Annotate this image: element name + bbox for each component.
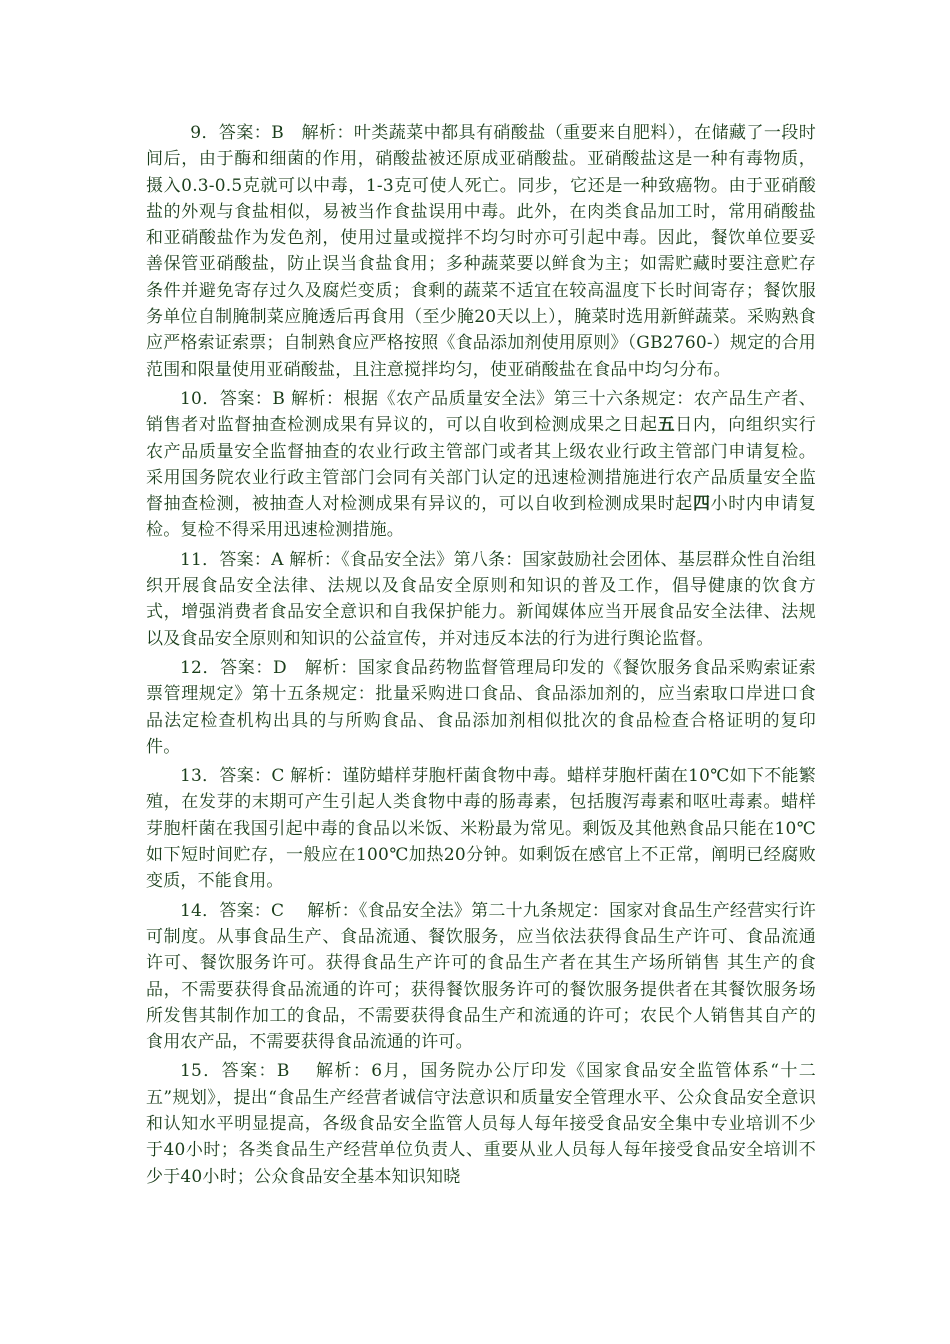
answer-paragraph-10 (146, 386, 816, 544)
document-body (146, 120, 816, 1193)
answer-10-text-c: 小时内申请复检。复检不得采用迅速检测措施。 (146, 494, 817, 541)
answer-paragraph-9: 9．答案：B 解析：叶类蔬菜中都具有硝酸盐（重要来自肥料），在储藏了一段时间后，由于酶和细菌的作用，硝酸盐被还原成亚硝酸盐。亚硝酸盐这是一种有毒物质，摄入0.3-0.5克就可以中毒，1-3克可使人死亡。同步，它还是一种致癌物。由于亚硝酸盐的外观与食盐相似，易被当作食盐误用中毒。此外，在肉类食品加工时，常用硝酸盐和亚硝酸盐作为发色剂，使用过量或搅拌不均匀时亦可引起中毒。因此，餐饮单位要妥善保管亚硝酸盐，防止误当食盐食用；多种蔬菜要以鲜食为主；如需贮藏时要注意贮存条件并避免寄存过久及腐烂变质；食剩的蔬菜不适宜在较高温度下长时间寄存；餐饮服务单位自制腌制菜应腌透后再食用（至少腌20天以上），腌菜时选用新鲜蔬菜。采购熟食应严格索证索票；自制熟食应严格按照《食品添加剂使用原则》（GB2760-）规定的合用范围和限量使用亚硝酸盐，且注意搅拌均匀，使亚硝酸盐在食品中均匀分布。 (146, 123, 816, 380)
answer-paragraph-11: 11．答案：A 解析：《食品安全法》第八条：国家鼓励社会团体、基层群众性自治组织开展食品安全法律、法规以及食品安全原则和知识的普及工作，倡导健康的饮食方式，增强消费者食品安全意识和自我保护能力。新闻媒体应当开展食品安全法律、法规以及食品安全原则和知识的公益宣传，并对违反本法的行为进行舆论监督。 (146, 549, 816, 649)
answer-10-bold-four: 四 (692, 494, 711, 515)
answer-paragraph-12: 12．答案：D 解析：国家食品药物监督管理局印发的《餐饮服务食品采购索证索票管理规定》第十五条规定：批量采购进口食品、食品添加剂的，应当索取口岸进口食品法定检查机构出具的与所购食品、食品添加剂相似批次的食品检查合格证明的复印件。 (146, 657, 816, 757)
answer-paragraph-14: 14．答案：C 解析：《食品安全法》第二十九条规定：国家对食品生产经营实行许可制度。从事食品生产、食品流通、餐饮服务，应当依法获得食品生产许可、食品流通许可、餐饮服务许可。获得食品生产许可的食品生产者在其生产场所销售 其生产的食品，不需要获得食品流通的许可；获得餐饮服务许可的餐饮服务提供者在其餐饮服务场所发售其制作加工的食品，不需要获得食品生产和流通的许可；农民个人销售其自产的食用农产品，不需要获得食品流通的许可。 (146, 900, 816, 1053)
answer-paragraph-15: 15．答案：B 解析：6月，国务院办公厅印发《国家食品安全监管体系“十二五”规划》，提出“食品生产经营者诚信守法意识和质量安全管理水平、公众食品安全意识和认知水平明显提高，各级食品安全监管人员每人每年接受食品安全集中专业培训不少于40小时；各类食品生产经营单位负责人、重要从业人员每人每年接受食品安全培训不少于40小时；公众食品安全基本知识知晓 (146, 1061, 816, 1187)
answer-10-text-b: 日内，向组织实行农产品质量安全监督抽查的农业行政主管部门或者其上级农业行政主管部门申请复检。采用国务院农业行政主管部门会同有关部门认定的迅速检测措施进行农产品质量安全监督抽查检测，被抽查人对检测成果有异议的，可以自收到检测成果时起 (146, 415, 816, 515)
answer-10-bold-five: 五 (657, 415, 676, 436)
answer-paragraph-13: 13．答案：C 解析：谨防蜡样芽胞杆菌食物中毒。蜡样芽胞杆菌在10℃如下不能繁殖，在发芽的末期可产生引起人类食物中毒的肠毒素，包括腹泻毒素和呕吐毒素。蜡样芽胞杆菌在我国引起中毒的食品以米饭、米粉最为常见。剩饭及其他熟食品只能在10℃如下短时间贮存，一般应在100℃加热20分钟。如剩饭在感官上不正常，阐明已经腐败变质，不能食用。 (146, 766, 816, 892)
answer-10-text-a: 10．答案：B 解析：根据《农产品质量安全法》第三十六条规定：农产品生产者、销售者对监督抽查检测成果有异议的，可以自收到检测成果之日起 (146, 388, 816, 436)
